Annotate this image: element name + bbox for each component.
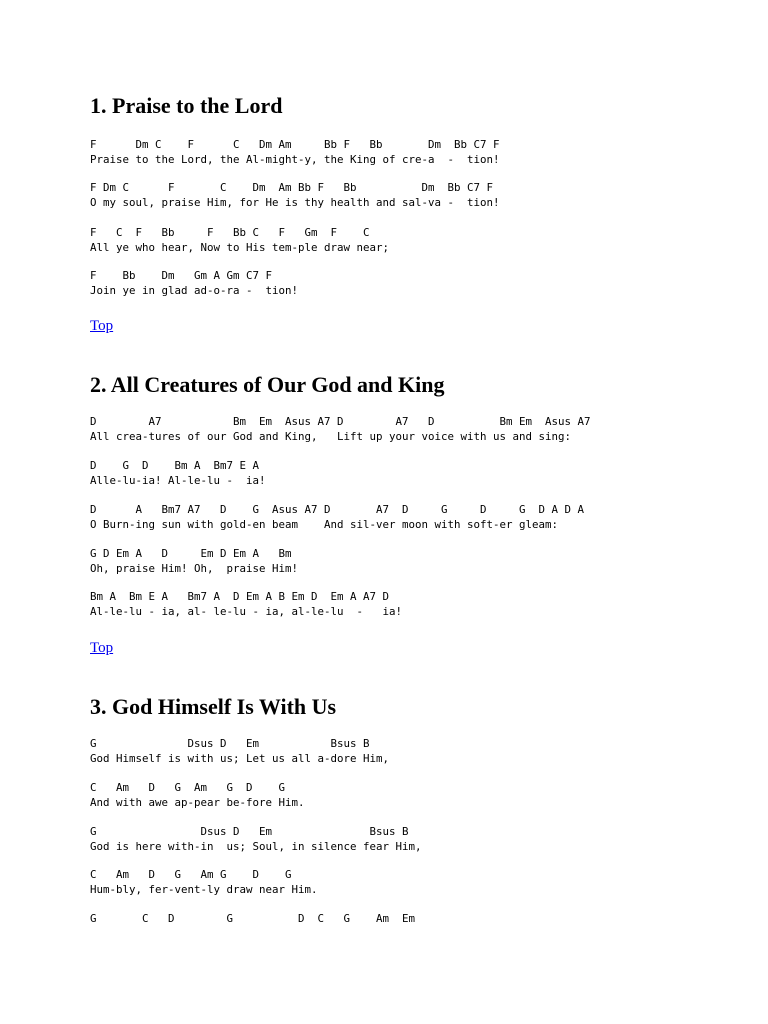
chord-line: G Dsus D Em Bsus B (90, 825, 409, 838)
song-2-stanza-1 (90, 415, 591, 444)
song-3-stanza-2 (90, 781, 305, 810)
song-section-3 (90, 694, 336, 720)
song-1-stanza-4 (90, 269, 298, 298)
chord-line: D G D Bm A Bm7 E A (90, 459, 260, 472)
song-1-stanza-1 (90, 138, 500, 167)
song-section-1 (90, 93, 282, 119)
song-3-stanza-5 (90, 912, 415, 927)
song-1-stanza-3 (90, 226, 389, 255)
chord-line: F Bb Dm Gm A Gm C7 F (90, 269, 273, 282)
song-title: 2. All Creatures of Our God and King (90, 372, 445, 397)
lyric-line: God is here with-in us; Soul, in silence fear Him, (90, 839, 422, 853)
song-1-stanza-2 (90, 181, 500, 210)
top-link-1-wrap (90, 317, 113, 335)
chord-line: D A Bm7 A7 D G Asus A7 D A7 D G D G D A D A (90, 503, 585, 516)
lyric-line: All crea-tures of our God and King, Lift up your voice with us and sing: (90, 429, 572, 443)
lyric-line: Oh, praise Him! Oh, praise Him! (90, 561, 299, 575)
song-3-stanza-4 (90, 868, 318, 897)
song-title: 1. Praise to the Lord (90, 93, 283, 118)
song-2-stanza-5 (90, 590, 402, 619)
lyric-line: Join ye in glad ad-o-ra - tion! (90, 283, 299, 297)
lyric-line: Hum-bly, fer-vent-ly draw near Him. (90, 882, 318, 896)
lyric-line: All ye who hear, Now to His tem-ple draw near; (90, 240, 390, 254)
top-link-2-wrap (90, 639, 113, 657)
song-2-stanza-3 (90, 503, 584, 532)
lyric-line: And with awe ap-pear be-fore Him. (90, 795, 305, 809)
chord-line: C Am D G Am G D G (90, 868, 292, 881)
lyric-line: Praise to the Lord, the Al-might-y, the King of cre-a - tion! (90, 152, 500, 166)
song-3-stanza-1 (90, 737, 389, 766)
lyric-line: O my soul, praise Him, for He is thy health and sal-va - tion! (90, 195, 500, 209)
top-link[interactable]: Top (90, 318, 114, 334)
chord-line: G D Em A D Em D Em A Bm (90, 547, 292, 560)
chord-line: C Am D G Am G D G (90, 781, 286, 794)
lyric-line: O Burn-ing sun with gold-en beam And sil-ver moon with soft-er gleam: (90, 517, 559, 531)
chord-line: G C D G D C G Am Em (90, 912, 416, 925)
song-2-stanza-4 (90, 547, 298, 576)
chord-line: G Dsus D Em Bsus B (90, 737, 370, 750)
chord-line: F Dm C F C Dm Am Bb F Bb Dm Bb C7 F (90, 138, 500, 151)
lyric-line: God Himself is with us; Let us all a-dore Him, (90, 751, 390, 765)
song-2-stanza-2 (90, 459, 266, 488)
chord-line: F Dm C F C Dm Am Bb F Bb Dm Bb C7 F (90, 181, 494, 194)
lyric-line: Alle-lu-ia! Al-le-lu - ia! (90, 473, 266, 487)
chord-line: D A7 Bm Em Asus A7 D A7 D Bm Em Asus A7 (90, 415, 591, 428)
chord-line: F C F Bb F Bb C F Gm F C (90, 226, 370, 239)
song-section-2 (90, 372, 445, 398)
chord-line: Bm A Bm E A Bm7 A D Em A B Em D Em A A7 D (90, 590, 390, 603)
song-3-stanza-3 (90, 825, 422, 854)
song-title: 3. God Himself Is With Us (90, 694, 337, 719)
top-link[interactable]: Top (90, 640, 114, 656)
lyric-line: Al-le-lu - ia, al- le-lu - ia, al-le-lu - ia! (90, 604, 403, 618)
